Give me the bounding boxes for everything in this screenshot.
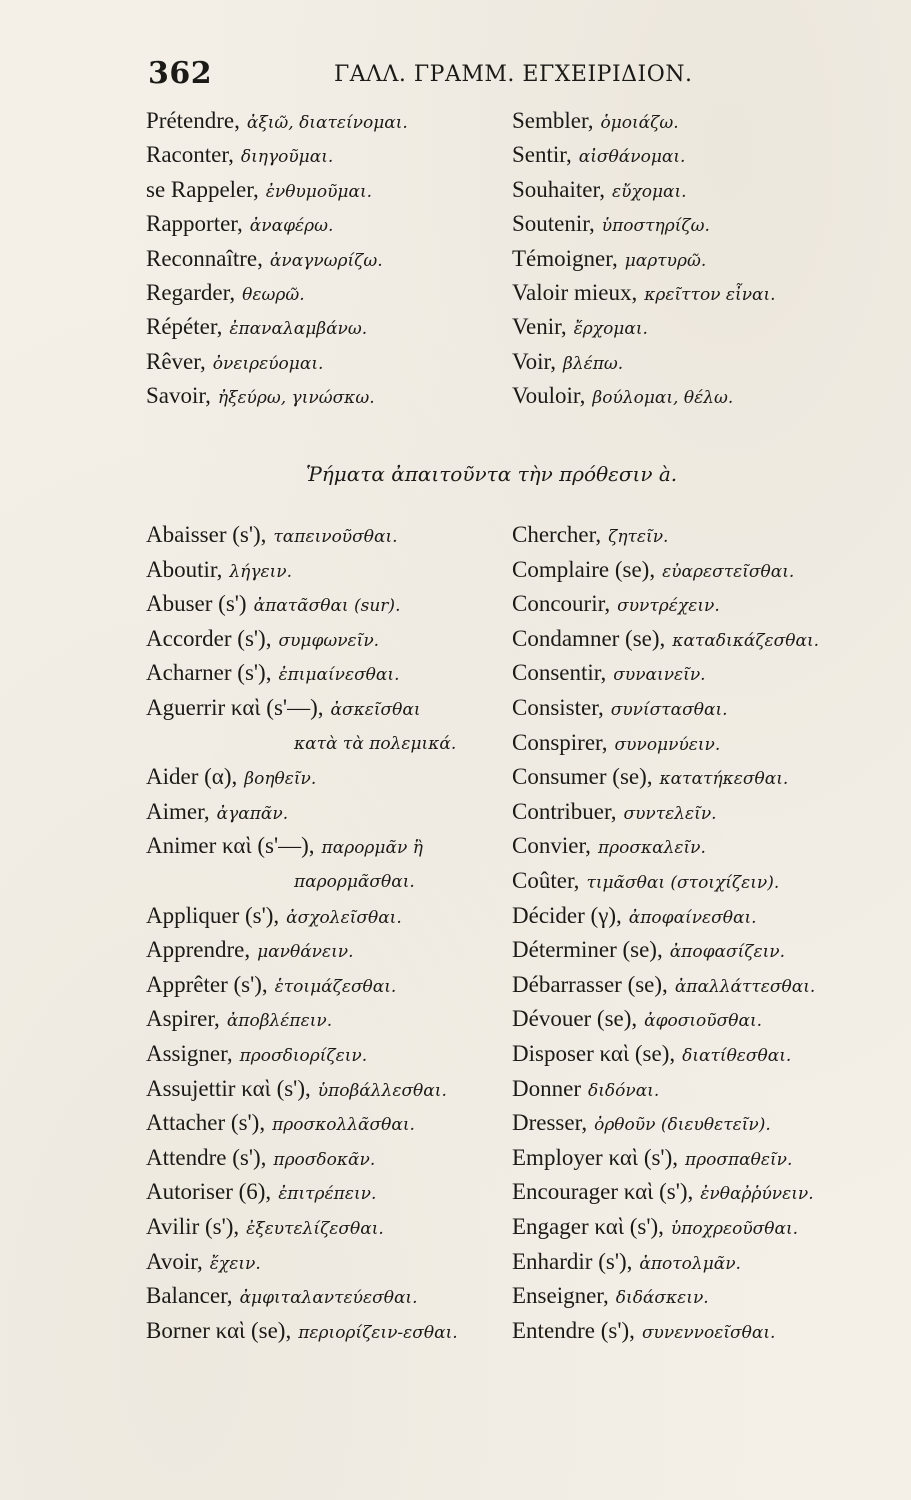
french-verb: Engager καὶ (s'), [512, 1214, 664, 1239]
entry-row [512, 899, 757, 933]
greek-translation: διδόναι. [587, 1080, 660, 1101]
entry-row [512, 553, 794, 587]
greek-translation: συνίστασθαι. [610, 700, 728, 720]
entry-row [146, 1245, 261, 1279]
greek-translation: προσκολλᾶσθαι. [272, 1115, 415, 1136]
entry-row [512, 1002, 762, 1036]
entry-row [146, 1279, 418, 1313]
french-verb: Soutenir, [512, 211, 595, 237]
greek-translation: μανθάνειν. [257, 942, 354, 963]
greek-translation: ἀγαπᾶν. [216, 803, 289, 824]
entry-row [512, 173, 687, 207]
french-verb: Aboutir, [146, 556, 223, 582]
french-verb: Débarrasser (se), [512, 971, 668, 997]
entry-row [512, 968, 815, 1002]
entry-row [512, 1245, 741, 1279]
french-verb: Complaire (se), [512, 556, 656, 582]
french-verb: Témoigner, [512, 245, 618, 271]
entry-row [512, 276, 776, 310]
greek-translation: τιμᾶσθαι (στοιχίζειν). [586, 873, 780, 893]
greek-translation: προσδιορίζειν. [239, 1046, 368, 1066]
french-verb: Avilir (s'), [146, 1214, 240, 1239]
entry-row [512, 345, 623, 379]
french-verb: Autoriser (6), [146, 1179, 272, 1205]
entry-row [146, 1175, 376, 1209]
greek-translation: ἀσχολεῖσθαι. [286, 907, 402, 928]
greek-translation: συναινεῖν. [613, 665, 706, 686]
greek-translation: παρορμᾶν ἢ [321, 838, 423, 859]
entry-row [512, 379, 733, 413]
entry-row [146, 622, 379, 656]
french-verb: Aspirer, [146, 1006, 220, 1032]
entry-row [294, 864, 415, 898]
entry-row [146, 760, 316, 794]
greek-translation: ὀρθοῦν (διευθετεῖν). [594, 1115, 771, 1136]
french-verb: Valoir mieux, [512, 280, 638, 305]
french-verb: Sentir, [512, 142, 572, 168]
french-verb: Abaisser (s'), [146, 522, 267, 547]
greek-translation: θεωρῶ. [242, 285, 305, 305]
greek-translation: βλέπω. [563, 353, 624, 374]
entry-row [146, 276, 305, 310]
french-verb: Disposer καὶ (se), [512, 1041, 676, 1066]
french-verb: Conspirer, [512, 729, 608, 755]
french-verb: Acharner (s'), [146, 660, 272, 686]
french-verb: Balancer, [146, 1283, 233, 1309]
entry-row [146, 345, 323, 379]
french-verb: Consentir, [512, 660, 607, 686]
greek-translation: ἐνθαῤῥύνειν. [700, 1184, 814, 1205]
french-verb: Abuser (s') [146, 591, 247, 617]
french-verb: Venir, [512, 314, 567, 340]
entry-row [146, 553, 292, 587]
entry-row [146, 795, 288, 829]
greek-translation: καταδικάζεσθαι. [672, 630, 820, 651]
greek-translation: ἔρχομαι. [573, 319, 648, 340]
greek-translation: ἑτοιμάζεσθαι. [274, 976, 397, 997]
entry-row [146, 1002, 332, 1036]
entry-row [146, 138, 333, 172]
entry-row [512, 1106, 771, 1140]
french-verb: Appliquer (s'), [146, 902, 280, 928]
greek-translation: ὀνειρεύομαι. [212, 353, 324, 374]
entry-row [512, 587, 720, 621]
greek-translation: συνεννοεῖσθαι. [641, 1322, 776, 1343]
entry-row [146, 518, 398, 552]
entry-row [146, 104, 408, 138]
greek-translation: συμφωνεῖν. [278, 630, 380, 651]
french-verb: Apprêter (s'), [146, 971, 268, 997]
greek-translation: διηγοῦμαι. [240, 147, 334, 168]
french-verb: Assigner, [146, 1041, 233, 1066]
greek-translation: ἀξιῶ, διατείνομαι. [246, 113, 408, 133]
greek-translation: ἐπιμαίνεσθαι. [278, 665, 400, 686]
entry-row [146, 1141, 375, 1175]
entry-row [146, 968, 396, 1002]
entry-row [146, 691, 421, 725]
french-verb: Vouloir, [512, 383, 586, 409]
greek-translation: ζητεῖν. [608, 527, 669, 547]
greek-translation: ὑποχρεοῦσθαι. [670, 1219, 799, 1239]
greek-translation: διατίθεσθαι. [682, 1046, 792, 1066]
entry-row [512, 518, 668, 552]
greek-translation: ἀσκεῖσθαι [330, 700, 421, 720]
french-verb: Encourager καὶ (s'), [512, 1179, 694, 1205]
greek-translation: ἀποτολμᾶν. [639, 1253, 741, 1274]
entry-row [512, 829, 706, 863]
french-verb: Employer καὶ (s'), [512, 1144, 678, 1170]
entry-row [512, 656, 706, 690]
entry-row [146, 1072, 447, 1106]
entry-row [146, 242, 383, 276]
french-verb: Déterminer (se), [512, 937, 663, 963]
greek-translation: ἐπαναλαμβάνω. [229, 319, 368, 340]
entry-row [512, 1175, 814, 1209]
french-verb: Consister, [512, 695, 604, 720]
french-verb: Décider (γ), [512, 902, 622, 928]
entry-row [512, 207, 710, 241]
french-verb: Dévouer (se), [512, 1006, 638, 1032]
french-verb: Condamner (se), [512, 625, 666, 651]
greek-translation: συντελεῖν. [623, 803, 717, 824]
french-verb: Borner καὶ (se), [146, 1317, 292, 1343]
greek-translation: ταπεινοῦσθαι. [273, 527, 398, 547]
entry-row [146, 1314, 458, 1348]
page-header [148, 56, 693, 96]
entry-row [512, 1279, 709, 1313]
french-verb: Raconter, [146, 142, 234, 168]
greek-translation: ἐξευτελίζεσθαι. [246, 1219, 384, 1239]
greek-translation: βοηθεῖν. [244, 769, 317, 790]
entry-row [146, 587, 400, 621]
entry-row [146, 933, 354, 967]
entry-row [512, 795, 717, 829]
french-verb: Dresser, [512, 1110, 588, 1136]
french-verb: Prétendre, [146, 108, 240, 133]
section-heading: Ῥήματα ἀπαιτοῦντα τὴν πρόθεσιν à. [306, 462, 678, 486]
french-verb: Rapporter, [146, 211, 243, 237]
entry-row [146, 829, 423, 863]
greek-translation: ἀποβλέπειν. [226, 1011, 333, 1032]
greek-translation: ἀναφέρω. [249, 216, 334, 237]
entry-row [512, 864, 779, 898]
greek-translation: μαρτυρῶ. [624, 250, 707, 271]
greek-translation: προσδοκᾶν. [273, 1149, 376, 1170]
greek-translation: ἠξεύρω, γινώσκω. [217, 388, 375, 409]
french-verb: Enhardir (s'), [512, 1248, 633, 1274]
entry-row [512, 1314, 775, 1348]
greek-translation: ἀφοσιοῦσθαι. [644, 1011, 763, 1032]
greek-continuation: παρορμᾶσθαι. [294, 872, 415, 892]
greek-translation: αἰσθάνομαι. [578, 147, 686, 168]
entry-row [146, 173, 372, 207]
greek-translation: συντρέχειν. [617, 596, 720, 617]
greek-continuation: κατὰ τὰ πολεμικά. [294, 733, 457, 754]
entry-row [512, 760, 788, 794]
french-verb: Souhaiter, [512, 176, 605, 202]
french-verb: Assujettir καὶ (s'), [146, 1075, 311, 1101]
french-verb: Accorder (s'), [146, 625, 272, 651]
french-verb: Avoir, [146, 1248, 203, 1274]
greek-translation: ἀποφασίζειν. [669, 942, 785, 963]
greek-translation: ἀπατᾶσθαι (sur). [253, 596, 401, 617]
greek-translation: κατατήκεσθαι. [659, 769, 789, 790]
french-verb: Animer καὶ (s'—), [146, 833, 315, 859]
entry-row [146, 656, 399, 690]
entry-row [512, 622, 819, 656]
french-verb: Convier, [512, 833, 591, 859]
entry-row [146, 899, 402, 933]
greek-translation: ὑποβάλλεσθαι. [317, 1080, 447, 1101]
entry-row [512, 1141, 792, 1175]
entry-row [146, 1106, 415, 1140]
greek-translation: προσκαλεῖν. [597, 838, 706, 859]
page-number: 362 [148, 56, 213, 91]
french-verb: Apprendre, [146, 937, 251, 963]
entry-row [512, 138, 685, 172]
greek-translation: ἀπαλλάττεσθαι. [674, 976, 816, 997]
entry-row [294, 726, 456, 760]
french-verb: Chercher, [512, 522, 602, 547]
entry-row [512, 242, 706, 276]
french-verb: Contribuer, [512, 798, 617, 824]
entry-row [512, 1072, 659, 1106]
greek-translation: εὐαρεστεῖσθαι. [662, 561, 795, 582]
greek-translation: ἐνθυμοῦμαι. [265, 181, 373, 202]
entry-row [512, 104, 679, 138]
french-verb: Rêver, [146, 348, 206, 374]
greek-translation: ἐπιτρέπειν. [278, 1184, 377, 1205]
french-verb: Concourir, [512, 591, 611, 617]
greek-translation: συνομνύειν. [614, 734, 721, 755]
french-verb: Regarder, [146, 280, 236, 305]
entry-row [146, 1037, 367, 1071]
entry-row [512, 933, 785, 967]
entry-row [512, 1210, 798, 1244]
french-verb: Aimer, [146, 798, 210, 824]
greek-translation: περιορίζειν-εσθαι. [298, 1322, 458, 1343]
french-verb: Attendre (s'), [146, 1144, 267, 1170]
entry-row [512, 1037, 791, 1071]
greek-translation: εὔχομαι. [611, 181, 687, 202]
french-verb: Répéter, [146, 314, 223, 340]
french-verb: Aguerrir καὶ (s'—), [146, 695, 324, 720]
greek-translation: ὑποστηρίζω. [601, 216, 710, 237]
french-verb: Savoir, [146, 383, 211, 409]
entry-row [512, 691, 728, 725]
entry-row [512, 726, 720, 760]
french-verb: Enseigner, [512, 1283, 609, 1309]
greek-translation: βούλομαι, θέλω. [592, 388, 734, 409]
entry-row [146, 1210, 384, 1244]
greek-translation: ἔχειν. [209, 1253, 261, 1274]
greek-translation: προσπαθεῖν. [685, 1149, 793, 1170]
french-verb: Aider (α), [146, 764, 238, 790]
french-verb: Reconnaître, [146, 245, 263, 271]
french-verb: Voir, [512, 348, 557, 374]
entry-row [512, 310, 648, 344]
french-verb: Consumer (se), [512, 764, 653, 790]
greek-translation: κρεῖττον εἶναι. [644, 285, 776, 305]
french-verb: Donner [512, 1075, 581, 1101]
entry-row [146, 379, 375, 413]
greek-translation: διδάσκειν. [615, 1288, 709, 1309]
running-title: ΓΑΛΛ. ΓΡΑΜΜ. ΕΓΧΕΙΡΙΔΙΟΝ. [334, 62, 693, 87]
greek-translation: λήγειν. [229, 561, 293, 582]
entry-row [146, 207, 333, 241]
greek-translation: ἀποφαίνεσθαι. [628, 907, 757, 928]
greek-translation: ἀμφιταλαντεύεσθαι. [239, 1288, 418, 1309]
greek-translation: ἀναγνωρίζω. [269, 250, 383, 271]
greek-translation: ὁμοιάζω. [600, 113, 679, 133]
french-verb: Entendre (s'), [512, 1317, 635, 1343]
entry-row [146, 310, 367, 344]
french-verb: Attacher (s'), [146, 1110, 266, 1136]
french-verb: Sembler, [512, 108, 594, 133]
french-verb: Coûter, [512, 868, 580, 893]
french-verb: se Rappeler, [146, 176, 259, 202]
